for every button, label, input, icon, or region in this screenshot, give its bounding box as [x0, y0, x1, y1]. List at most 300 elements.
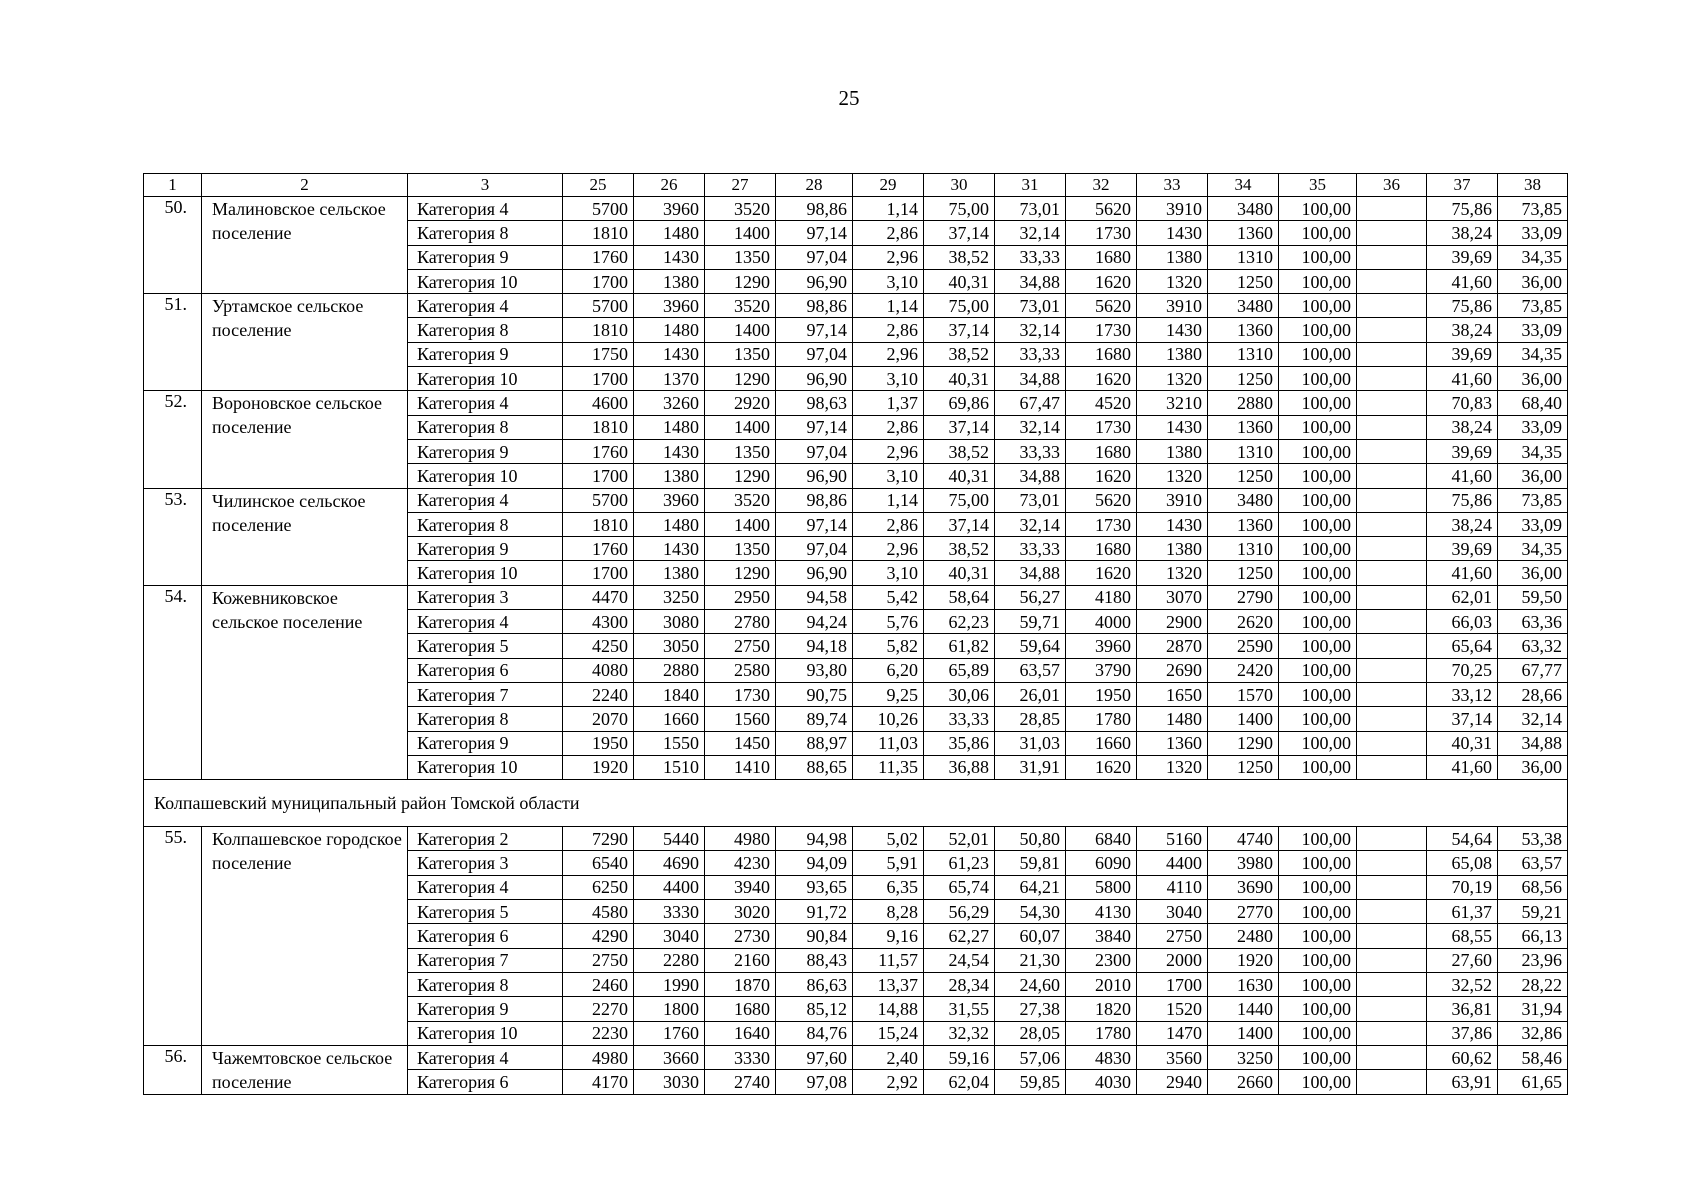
- value-cell: 2460: [563, 972, 634, 996]
- value-cell: 73,85: [1498, 488, 1568, 512]
- value-cell: [1357, 488, 1427, 512]
- value-cell: 3910: [1137, 197, 1208, 221]
- value-cell: 28,85: [995, 707, 1066, 731]
- value-cell: 33,12: [1427, 682, 1498, 706]
- value-cell: 100,00: [1279, 197, 1357, 221]
- value-cell: 1730: [1066, 512, 1137, 536]
- value-cell: 4030: [1066, 1070, 1137, 1095]
- value-cell: 4980: [563, 1045, 634, 1070]
- value-cell: 38,52: [924, 537, 995, 561]
- value-cell: [1357, 610, 1427, 634]
- value-cell: 33,09: [1498, 221, 1568, 245]
- value-cell: 2,86: [853, 318, 924, 342]
- value-cell: 97,14: [776, 512, 853, 536]
- value-cell: 33,09: [1498, 512, 1568, 536]
- value-cell: [1357, 391, 1427, 415]
- value-cell: 96,90: [776, 561, 853, 585]
- value-cell: 100,00: [1279, 851, 1357, 875]
- header-cell: 35: [1279, 174, 1357, 197]
- value-cell: 1,14: [853, 488, 924, 512]
- value-cell: 2300: [1066, 948, 1137, 972]
- value-cell: 5700: [563, 294, 634, 318]
- value-cell: [1357, 537, 1427, 561]
- value-cell: 1510: [634, 755, 705, 779]
- value-cell: 39,69: [1427, 537, 1498, 561]
- value-cell: 3,10: [853, 464, 924, 488]
- value-cell: 4740: [1208, 827, 1279, 851]
- value-cell: 86,63: [776, 972, 853, 996]
- value-cell: 37,14: [924, 318, 995, 342]
- value-cell: 1360: [1208, 318, 1279, 342]
- value-cell: 2770: [1208, 900, 1279, 924]
- value-cell: 3480: [1208, 294, 1279, 318]
- value-cell: 58,64: [924, 585, 995, 609]
- value-cell: 41,60: [1427, 755, 1498, 779]
- value-cell: 4300: [563, 610, 634, 634]
- value-cell: 2,86: [853, 512, 924, 536]
- value-cell: 97,14: [776, 318, 853, 342]
- value-cell: [1357, 197, 1427, 221]
- value-cell: 73,01: [995, 294, 1066, 318]
- value-cell: 61,23: [924, 851, 995, 875]
- table-body: [144, 174, 1568, 1095]
- value-cell: 2070: [563, 707, 634, 731]
- value-cell: 1380: [634, 464, 705, 488]
- value-cell: 75,86: [1427, 488, 1498, 512]
- value-cell: [1357, 342, 1427, 366]
- value-cell: [1357, 924, 1427, 948]
- value-cell: 58,46: [1498, 1045, 1568, 1070]
- value-cell: [1357, 512, 1427, 536]
- value-cell: 2,86: [853, 221, 924, 245]
- value-cell: 1380: [634, 561, 705, 585]
- value-cell: 75,00: [924, 197, 995, 221]
- header-cell: 38: [1498, 174, 1568, 197]
- value-cell: 6250: [563, 875, 634, 899]
- value-cell: 100,00: [1279, 972, 1357, 996]
- value-cell: 70,83: [1427, 391, 1498, 415]
- value-cell: 38,52: [924, 439, 995, 463]
- value-cell: [1357, 464, 1427, 488]
- value-cell: 28,05: [995, 1021, 1066, 1045]
- value-cell: [1357, 318, 1427, 342]
- value-cell: 34,88: [995, 561, 1066, 585]
- value-cell: 33,33: [995, 537, 1066, 561]
- value-cell: 2950: [705, 585, 776, 609]
- value-cell: 34,88: [1498, 731, 1568, 755]
- value-cell: 3960: [1066, 634, 1137, 658]
- value-cell: 100,00: [1279, 439, 1357, 463]
- value-cell: 37,86: [1427, 1021, 1498, 1045]
- value-cell: 1310: [1208, 537, 1279, 561]
- header-cell: 37: [1427, 174, 1498, 197]
- value-cell: 31,91: [995, 755, 1066, 779]
- value-cell: 2660: [1208, 1070, 1279, 1095]
- value-cell: 100,00: [1279, 658, 1357, 682]
- value-cell: 2590: [1208, 634, 1279, 658]
- value-cell: 1400: [705, 415, 776, 439]
- value-cell: 66,13: [1498, 924, 1568, 948]
- value-cell: 1320: [1137, 464, 1208, 488]
- value-cell: 3560: [1137, 1045, 1208, 1070]
- value-cell: 34,35: [1498, 537, 1568, 561]
- category-cell: Категория 3: [408, 851, 563, 875]
- value-cell: 2690: [1137, 658, 1208, 682]
- value-cell: 97,14: [776, 221, 853, 245]
- header-row: [144, 174, 1568, 197]
- value-cell: 100,00: [1279, 1070, 1357, 1095]
- value-cell: [1357, 827, 1427, 851]
- value-cell: 1400: [705, 221, 776, 245]
- settlement-name: Колпашевское городское поселение: [202, 827, 408, 1046]
- district-row: [144, 780, 1568, 827]
- value-cell: 97,04: [776, 537, 853, 561]
- value-cell: 65,08: [1427, 851, 1498, 875]
- page-number: 25: [838, 86, 860, 110]
- value-cell: 62,23: [924, 610, 995, 634]
- value-cell: 4400: [1137, 851, 1208, 875]
- value-cell: 84,76: [776, 1021, 853, 1045]
- value-cell: 2280: [634, 948, 705, 972]
- value-cell: 1360: [1208, 415, 1279, 439]
- value-cell: 1680: [1066, 537, 1137, 561]
- value-cell: 1480: [634, 318, 705, 342]
- category-cell: Категория 6: [408, 1070, 563, 1095]
- value-cell: 1920: [563, 755, 634, 779]
- value-cell: 36,00: [1498, 561, 1568, 585]
- value-cell: 11,03: [853, 731, 924, 755]
- value-cell: 37,14: [924, 221, 995, 245]
- value-cell: 4580: [563, 900, 634, 924]
- value-cell: 93,80: [776, 658, 853, 682]
- value-cell: 3960: [634, 488, 705, 512]
- value-cell: 1950: [563, 731, 634, 755]
- value-cell: 1560: [705, 707, 776, 731]
- value-cell: 88,65: [776, 755, 853, 779]
- district-name: Колпашевский муниципальный район Томской области: [144, 780, 1568, 827]
- value-cell: [1357, 415, 1427, 439]
- value-cell: 3040: [634, 924, 705, 948]
- value-cell: 2000: [1137, 948, 1208, 972]
- value-cell: 40,31: [924, 464, 995, 488]
- value-cell: 1320: [1137, 269, 1208, 293]
- value-cell: 32,14: [995, 415, 1066, 439]
- value-cell: 2940: [1137, 1070, 1208, 1095]
- value-cell: 1310: [1208, 439, 1279, 463]
- value-cell: 35,86: [924, 731, 995, 755]
- value-cell: 1430: [1137, 415, 1208, 439]
- value-cell: [1357, 997, 1427, 1021]
- category-cell: Категория 8: [408, 221, 563, 245]
- value-cell: 100,00: [1279, 221, 1357, 245]
- value-cell: 32,52: [1427, 972, 1498, 996]
- value-cell: 100,00: [1279, 269, 1357, 293]
- value-cell: 1250: [1208, 561, 1279, 585]
- value-cell: 7290: [563, 827, 634, 851]
- value-cell: 3050: [634, 634, 705, 658]
- value-cell: 3250: [1208, 1045, 1279, 1070]
- value-cell: 1810: [563, 318, 634, 342]
- header-cell: 28: [776, 174, 853, 197]
- value-cell: 59,21: [1498, 900, 1568, 924]
- value-cell: 2480: [1208, 924, 1279, 948]
- value-cell: 5,82: [853, 634, 924, 658]
- value-cell: 100,00: [1279, 731, 1357, 755]
- value-cell: 2,40: [853, 1045, 924, 1070]
- table-row: [144, 1045, 1568, 1070]
- value-cell: 66,03: [1427, 610, 1498, 634]
- value-cell: 100,00: [1279, 755, 1357, 779]
- value-cell: 3980: [1208, 851, 1279, 875]
- category-cell: Категория 4: [408, 875, 563, 899]
- value-cell: 1620: [1066, 269, 1137, 293]
- value-cell: 4470: [563, 585, 634, 609]
- value-cell: 1920: [1208, 948, 1279, 972]
- value-cell: 36,00: [1498, 464, 1568, 488]
- value-cell: 100,00: [1279, 342, 1357, 366]
- value-cell: 100,00: [1279, 245, 1357, 269]
- value-cell: 2920: [705, 391, 776, 415]
- value-cell: 100,00: [1279, 948, 1357, 972]
- value-cell: 3660: [634, 1045, 705, 1070]
- value-cell: 67,77: [1498, 658, 1568, 682]
- value-cell: 98,86: [776, 197, 853, 221]
- value-cell: 2,96: [853, 342, 924, 366]
- value-cell: 89,74: [776, 707, 853, 731]
- value-cell: 3520: [705, 488, 776, 512]
- value-cell: 1250: [1208, 755, 1279, 779]
- value-cell: 75,86: [1427, 197, 1498, 221]
- value-cell: 63,91: [1427, 1070, 1498, 1095]
- category-cell: Категория 4: [408, 294, 563, 318]
- value-cell: 1290: [705, 367, 776, 391]
- value-cell: 96,90: [776, 269, 853, 293]
- value-cell: 11,35: [853, 755, 924, 779]
- data-table: [143, 173, 1568, 1095]
- settlement-name: Вороновское сельское поселение: [202, 391, 408, 488]
- value-cell: 9,25: [853, 682, 924, 706]
- value-cell: [1357, 900, 1427, 924]
- value-cell: 3690: [1208, 875, 1279, 899]
- value-cell: 2270: [563, 997, 634, 1021]
- value-cell: 61,82: [924, 634, 995, 658]
- category-cell: Категория 8: [408, 415, 563, 439]
- value-cell: 36,88: [924, 755, 995, 779]
- value-cell: 1400: [705, 512, 776, 536]
- value-cell: 68,56: [1498, 875, 1568, 899]
- category-cell: Категория 3: [408, 585, 563, 609]
- value-cell: 100,00: [1279, 318, 1357, 342]
- value-cell: 100,00: [1279, 488, 1357, 512]
- category-cell: Категория 6: [408, 924, 563, 948]
- value-cell: 1440: [1208, 997, 1279, 1021]
- value-cell: 1290: [705, 561, 776, 585]
- value-cell: 3330: [705, 1045, 776, 1070]
- value-cell: 70,19: [1427, 875, 1498, 899]
- value-cell: 1620: [1066, 464, 1137, 488]
- header-cell: 25: [563, 174, 634, 197]
- value-cell: 88,97: [776, 731, 853, 755]
- category-cell: Категория 10: [408, 367, 563, 391]
- value-cell: 1810: [563, 221, 634, 245]
- value-cell: [1357, 221, 1427, 245]
- category-cell: Категория 8: [408, 512, 563, 536]
- value-cell: 2750: [705, 634, 776, 658]
- value-cell: 24,54: [924, 948, 995, 972]
- category-cell: Категория 4: [408, 610, 563, 634]
- value-cell: 98,86: [776, 294, 853, 318]
- category-cell: Категория 10: [408, 464, 563, 488]
- value-cell: 63,57: [1498, 851, 1568, 875]
- value-cell: 52,01: [924, 827, 995, 851]
- row-number: 54.: [144, 585, 202, 779]
- value-cell: 32,14: [995, 318, 1066, 342]
- value-cell: 1820: [1066, 997, 1137, 1021]
- value-cell: 59,85: [995, 1070, 1066, 1095]
- value-cell: 41,60: [1427, 269, 1498, 293]
- value-cell: 13,37: [853, 972, 924, 996]
- value-cell: 3960: [634, 294, 705, 318]
- value-cell: 9,16: [853, 924, 924, 948]
- category-cell: Категория 9: [408, 245, 563, 269]
- value-cell: 97,04: [776, 342, 853, 366]
- value-cell: 1410: [705, 755, 776, 779]
- value-cell: 33,33: [995, 439, 1066, 463]
- value-cell: 33,33: [924, 707, 995, 731]
- value-cell: 1450: [705, 731, 776, 755]
- value-cell: [1357, 1070, 1427, 1095]
- value-cell: 27,60: [1427, 948, 1498, 972]
- value-cell: 61,37: [1427, 900, 1498, 924]
- value-cell: 33,09: [1498, 318, 1568, 342]
- value-cell: 40,31: [924, 367, 995, 391]
- value-cell: 4230: [705, 851, 776, 875]
- value-cell: 1780: [1066, 707, 1137, 731]
- value-cell: 1430: [634, 537, 705, 561]
- value-cell: 1430: [634, 245, 705, 269]
- value-cell: 1730: [1066, 221, 1137, 245]
- value-cell: 1,14: [853, 294, 924, 318]
- row-number: 50.: [144, 197, 202, 294]
- header-cell: 27: [705, 174, 776, 197]
- value-cell: 3910: [1137, 488, 1208, 512]
- value-cell: 1320: [1137, 561, 1208, 585]
- value-cell: 1990: [634, 972, 705, 996]
- category-cell: Категория 9: [408, 731, 563, 755]
- value-cell: 33,33: [995, 342, 1066, 366]
- value-cell: [1357, 755, 1427, 779]
- value-cell: 94,09: [776, 851, 853, 875]
- value-cell: 28,66: [1498, 682, 1568, 706]
- value-cell: 39,69: [1427, 245, 1498, 269]
- value-cell: 94,18: [776, 634, 853, 658]
- value-cell: 2,86: [853, 415, 924, 439]
- value-cell: [1357, 707, 1427, 731]
- value-cell: 6090: [1066, 851, 1137, 875]
- value-cell: 56,29: [924, 900, 995, 924]
- value-cell: 5,91: [853, 851, 924, 875]
- value-cell: 1760: [563, 537, 634, 561]
- value-cell: 4830: [1066, 1045, 1137, 1070]
- value-cell: 75,86: [1427, 294, 1498, 318]
- value-cell: 2580: [705, 658, 776, 682]
- value-cell: [1357, 439, 1427, 463]
- value-cell: 100,00: [1279, 561, 1357, 585]
- value-cell: 2880: [634, 658, 705, 682]
- value-cell: 1700: [563, 464, 634, 488]
- value-cell: 2,96: [853, 537, 924, 561]
- value-cell: [1357, 682, 1427, 706]
- header-cell: 29: [853, 174, 924, 197]
- value-cell: 1430: [1137, 221, 1208, 245]
- value-cell: 6,20: [853, 658, 924, 682]
- header-cell: 30: [924, 174, 995, 197]
- category-cell: Категория 4: [408, 1045, 563, 1070]
- value-cell: 100,00: [1279, 585, 1357, 609]
- value-cell: 40,31: [924, 561, 995, 585]
- table-row: [144, 488, 1568, 512]
- value-cell: 1680: [1066, 245, 1137, 269]
- value-cell: 36,00: [1498, 269, 1568, 293]
- value-cell: 73,01: [995, 488, 1066, 512]
- value-cell: 1360: [1208, 512, 1279, 536]
- row-number: 51.: [144, 294, 202, 391]
- value-cell: 36,00: [1498, 755, 1568, 779]
- value-cell: 1840: [634, 682, 705, 706]
- category-cell: Категория 9: [408, 997, 563, 1021]
- value-cell: 59,16: [924, 1045, 995, 1070]
- settlement-name: Чилинское сельское поселение: [202, 488, 408, 585]
- value-cell: [1357, 294, 1427, 318]
- category-cell: Категория 8: [408, 707, 563, 731]
- value-cell: 98,86: [776, 488, 853, 512]
- value-cell: 100,00: [1279, 827, 1357, 851]
- value-cell: 2160: [705, 948, 776, 972]
- value-cell: 4000: [1066, 610, 1137, 634]
- value-cell: 6,35: [853, 875, 924, 899]
- value-cell: 1620: [1066, 367, 1137, 391]
- value-cell: 10,26: [853, 707, 924, 731]
- value-cell: 3960: [634, 197, 705, 221]
- value-cell: 4130: [1066, 900, 1137, 924]
- value-cell: 1730: [1066, 415, 1137, 439]
- value-cell: 1780: [1066, 1021, 1137, 1045]
- category-cell: Категория 2: [408, 827, 563, 851]
- value-cell: 1480: [634, 221, 705, 245]
- value-cell: 4110: [1137, 875, 1208, 899]
- value-cell: 65,74: [924, 875, 995, 899]
- value-cell: 3840: [1066, 924, 1137, 948]
- value-cell: 4250: [563, 634, 634, 658]
- value-cell: 11,57: [853, 948, 924, 972]
- value-cell: 2900: [1137, 610, 1208, 634]
- value-cell: 5440: [634, 827, 705, 851]
- value-cell: 59,50: [1498, 585, 1568, 609]
- value-cell: 30,06: [924, 682, 995, 706]
- header-cell: 31: [995, 174, 1066, 197]
- value-cell: [1357, 561, 1427, 585]
- value-cell: 2420: [1208, 658, 1279, 682]
- value-cell: 27,38: [995, 997, 1066, 1021]
- value-cell: 1400: [1208, 1021, 1279, 1045]
- value-cell: 26,01: [995, 682, 1066, 706]
- value-cell: 54,30: [995, 900, 1066, 924]
- value-cell: 100,00: [1279, 997, 1357, 1021]
- value-cell: 4690: [634, 851, 705, 875]
- value-cell: 2790: [1208, 585, 1279, 609]
- value-cell: 90,75: [776, 682, 853, 706]
- category-cell: Категория 7: [408, 682, 563, 706]
